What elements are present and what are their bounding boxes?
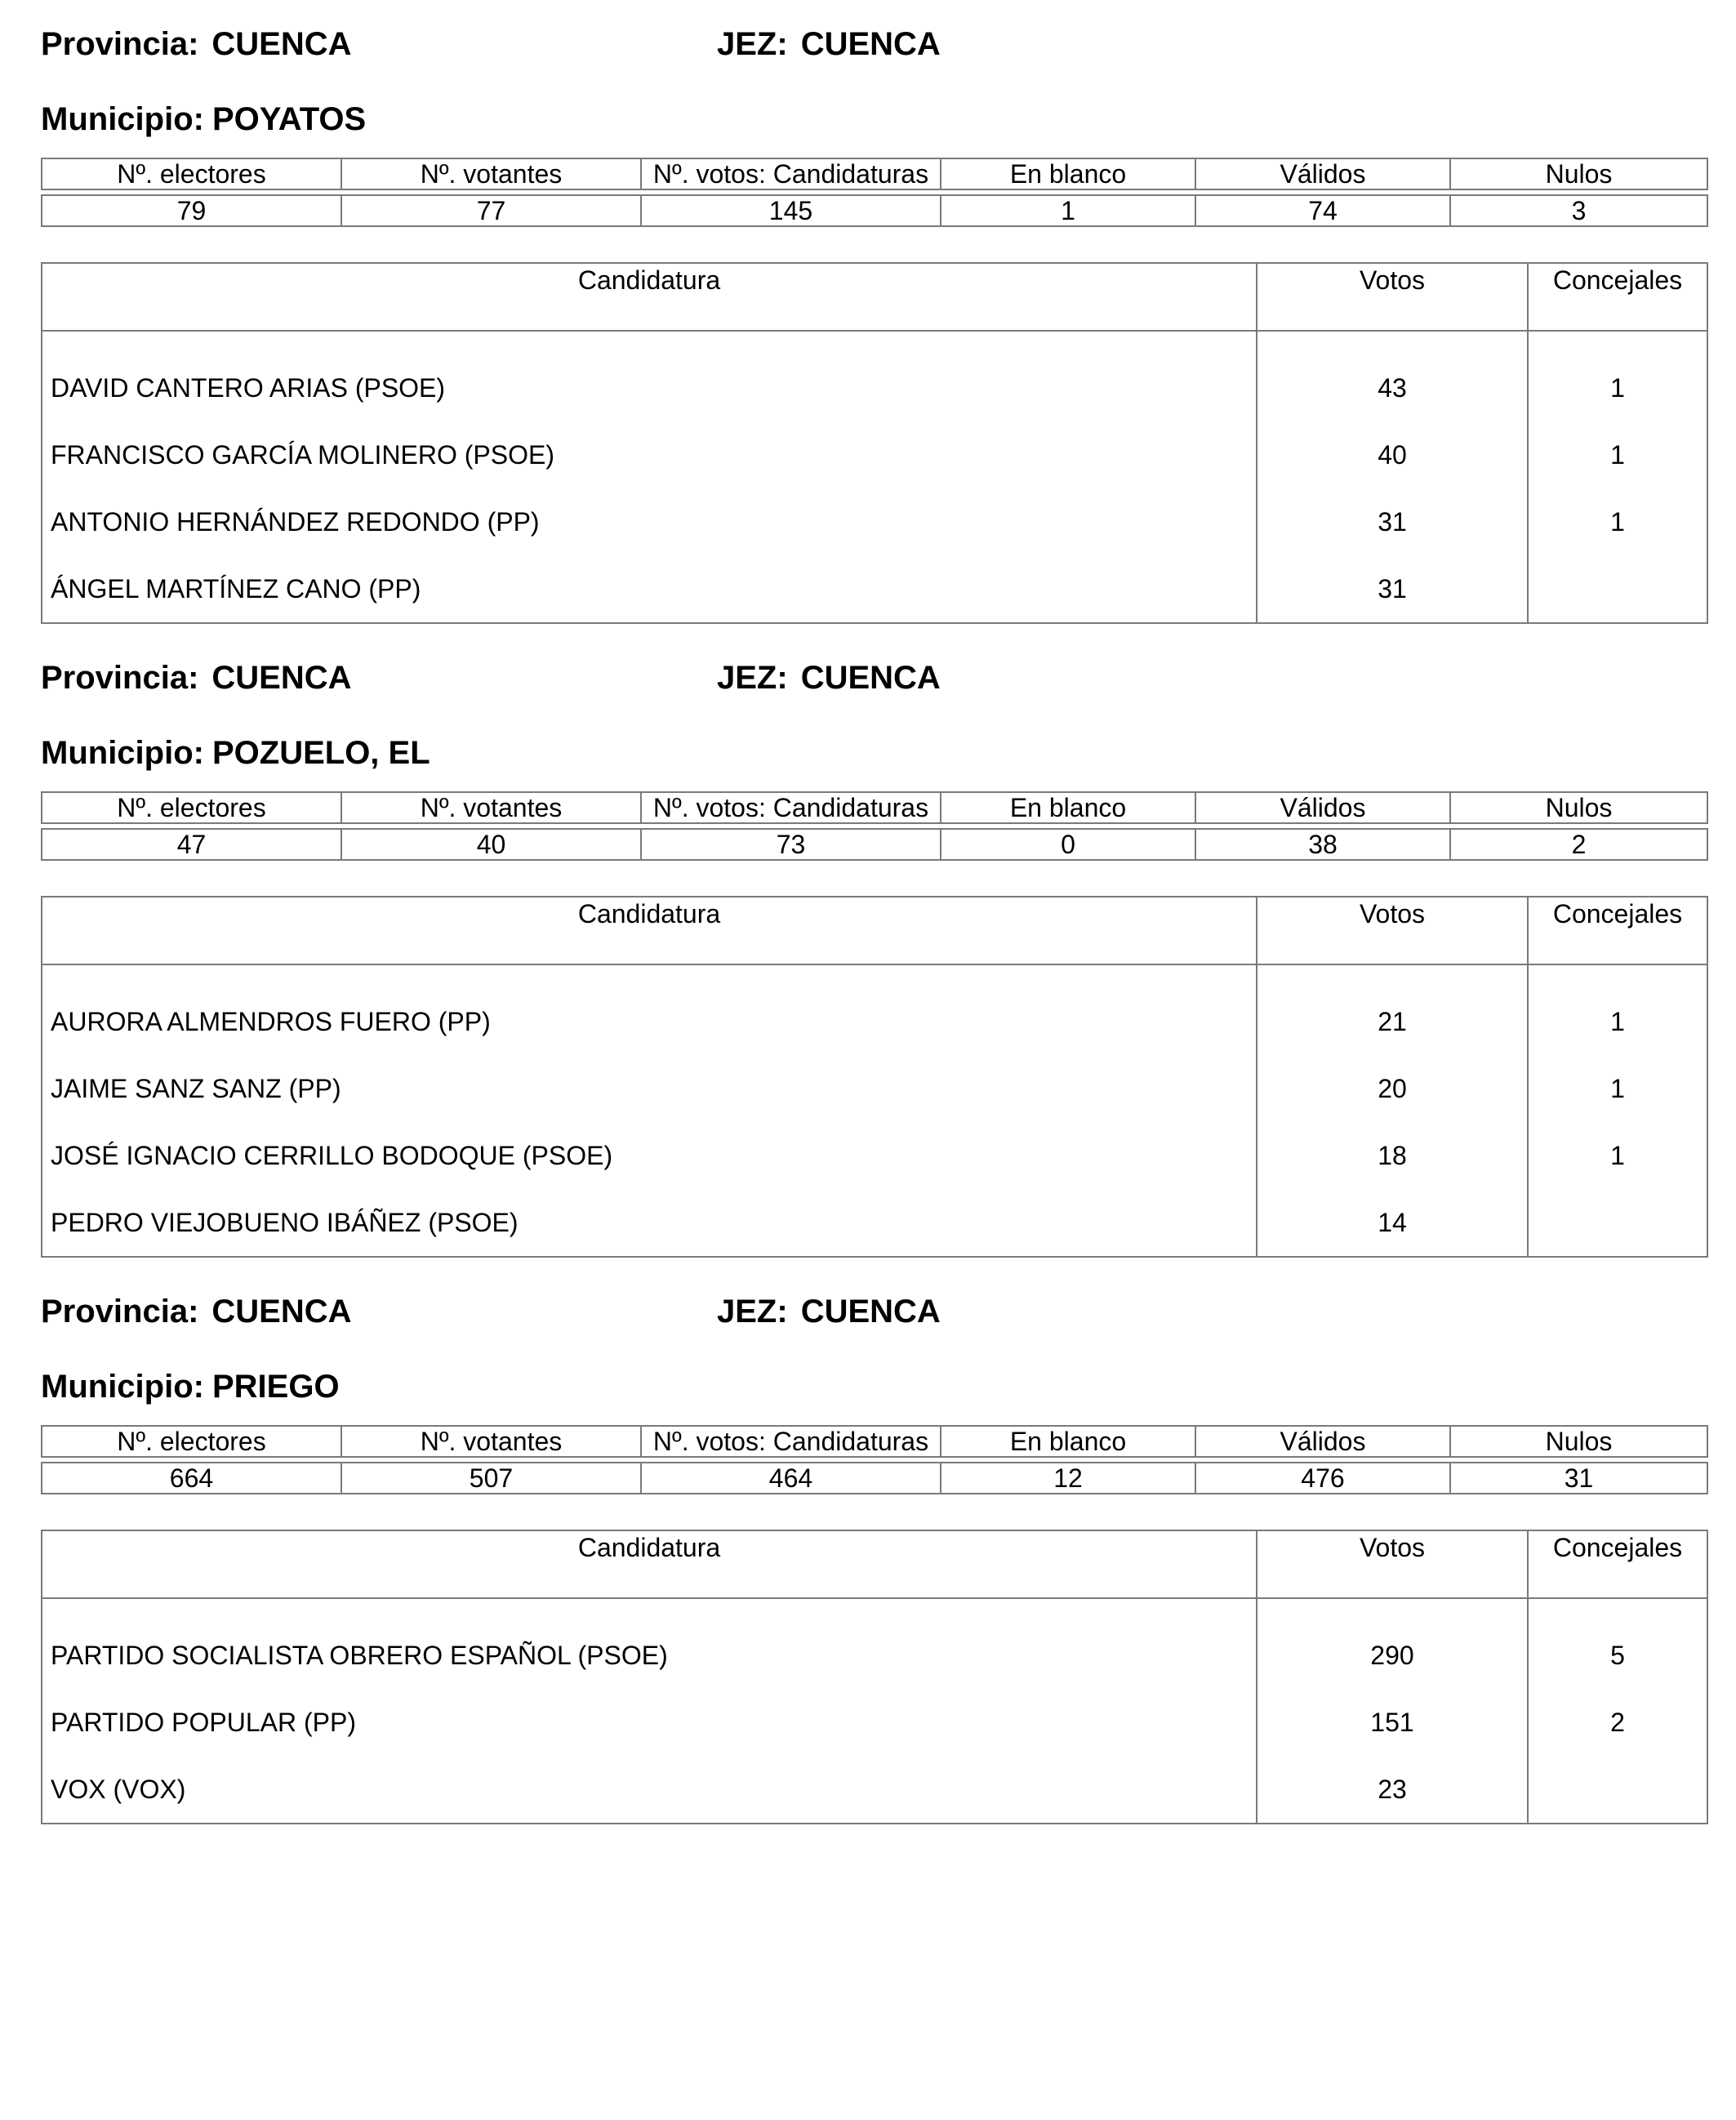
candidate-name: AURORA ALMENDROS FUERO (PP) — [42, 964, 1257, 1055]
stats-value-nulos: 2 — [1450, 829, 1707, 860]
candidates-header-row — [42, 897, 1707, 964]
stats-value-votantes: 40 — [341, 829, 641, 860]
stats-value-nulos: 31 — [1450, 1463, 1707, 1494]
candidate-seats: 1 — [1528, 331, 1707, 421]
stats-header-validos: Válidos — [1195, 1426, 1450, 1457]
candidatura-header: Candidatura — [42, 263, 1257, 331]
candidate-seats: 5 — [1528, 1598, 1707, 1689]
stats-header-votos-candidaturas: Nº. votos: Candidaturas — [641, 158, 941, 189]
stats-header-en-blanco: En blanco — [941, 158, 1195, 189]
candidate-seats — [1528, 555, 1707, 623]
table-row — [42, 331, 1707, 421]
candidates-header-row — [42, 1530, 1707, 1598]
table-row — [42, 1055, 1707, 1122]
stats-header-row — [42, 158, 1707, 189]
stats-table — [41, 158, 1708, 227]
provincia-value: CUENCA — [211, 660, 352, 696]
stats-value-en-blanco: 0 — [941, 829, 1195, 860]
candidates-table — [41, 262, 1708, 624]
candidates-table — [41, 896, 1708, 1258]
candidatura-header: Candidatura — [42, 897, 1257, 964]
jez-line — [717, 24, 941, 64]
stats-value-electores: 664 — [42, 1463, 341, 1494]
stats-value-electores: 79 — [42, 195, 341, 226]
table-row — [42, 1122, 1707, 1189]
stats-header-votantes: Nº. votantes — [341, 1426, 641, 1457]
stats-values-row — [42, 829, 1707, 860]
jez-line — [717, 1292, 941, 1331]
table-row — [42, 488, 1707, 555]
provincia-value: CUENCA — [211, 26, 352, 62]
stats-value-en-blanco: 1 — [941, 195, 1195, 226]
jez-value: CUENCA — [800, 26, 941, 62]
stats-header-en-blanco: En blanco — [941, 792, 1195, 823]
table-row — [42, 1689, 1707, 1756]
candidate-votes: 18 — [1257, 1122, 1528, 1189]
candidate-seats: 1 — [1528, 964, 1707, 1055]
votos-header: Votos — [1257, 897, 1528, 964]
stats-header-votantes: Nº. votantes — [341, 792, 641, 823]
stats-value-votantes: 77 — [341, 195, 641, 226]
jez-label: JEZ: — [717, 1294, 788, 1329]
concejales-header: Concejales — [1528, 263, 1707, 331]
stats-header-en-blanco: En blanco — [941, 1426, 1195, 1457]
municipio-line — [41, 100, 366, 139]
candidate-votes: 43 — [1257, 331, 1528, 421]
candidate-votes: 23 — [1257, 1756, 1528, 1824]
candidate-name: ANTONIO HERNÁNDEZ REDONDO (PP) — [42, 488, 1257, 555]
candidate-name: JOSÉ IGNACIO CERRILLO BODOQUE (PSOE) — [42, 1122, 1257, 1189]
stats-value-en-blanco: 12 — [941, 1463, 1195, 1494]
jez-value: CUENCA — [800, 1294, 941, 1329]
stats-value-votos-candidaturas: 73 — [641, 829, 941, 860]
candidate-votes: 31 — [1257, 555, 1528, 623]
candidate-seats: 2 — [1528, 1689, 1707, 1756]
concejales-header: Concejales — [1528, 897, 1707, 964]
municipio-value: PRIEGO — [211, 1369, 340, 1405]
provincia-label: Provincia: — [41, 1294, 199, 1329]
stats-value-validos: 74 — [1195, 195, 1450, 226]
stats-header-electores: Nº. electores — [42, 158, 341, 189]
votos-header: Votos — [1257, 1530, 1528, 1598]
stats-header-nulos: Nulos — [1450, 792, 1707, 823]
candidate-name: FRANCISCO GARCÍA MOLINERO (PSOE) — [42, 421, 1257, 488]
candidate-name: VOX (VOX) — [42, 1756, 1257, 1824]
stats-header-votantes: Nº. votantes — [341, 158, 641, 189]
candidate-seats — [1528, 1189, 1707, 1257]
stats-value-validos: 38 — [1195, 829, 1450, 860]
municipio-value: POZUELO, EL — [211, 735, 430, 771]
municipio-value: POYATOS — [211, 101, 367, 137]
jez-label: JEZ: — [717, 26, 788, 62]
candidate-name: JAIME SANZ SANZ (PP) — [42, 1055, 1257, 1122]
municipio-label: Municipio: — [41, 101, 204, 137]
stats-value-electores: 47 — [42, 829, 341, 860]
jez-label: JEZ: — [717, 660, 788, 696]
candidate-votes: 14 — [1257, 1189, 1528, 1257]
stats-header-nulos: Nulos — [1450, 1426, 1707, 1457]
municipio-line — [41, 1367, 340, 1406]
stats-value-nulos: 3 — [1450, 195, 1707, 226]
concejales-header: Concejales — [1528, 1530, 1707, 1598]
table-row — [42, 964, 1707, 1055]
candidate-seats: 1 — [1528, 1055, 1707, 1122]
municipio-label: Municipio: — [41, 735, 204, 771]
candidate-votes: 20 — [1257, 1055, 1528, 1122]
candidates-table — [41, 1530, 1708, 1824]
table-row — [42, 1189, 1707, 1257]
candidate-votes: 290 — [1257, 1598, 1528, 1689]
provincia-label: Provincia: — [41, 26, 199, 62]
stats-values-row — [42, 195, 1707, 226]
candidate-votes: 40 — [1257, 421, 1528, 488]
candidate-name: PEDRO VIEJOBUENO IBÁÑEZ (PSOE) — [42, 1189, 1257, 1257]
provincia-line — [41, 658, 352, 697]
candidate-name: PARTIDO POPULAR (PP) — [42, 1689, 1257, 1756]
stats-header-row — [42, 792, 1707, 823]
candidate-name: DAVID CANTERO ARIAS (PSOE) — [42, 331, 1257, 421]
provincia-line — [41, 1292, 352, 1331]
municipio-line — [41, 733, 430, 773]
table-row — [42, 1598, 1707, 1689]
candidate-seats: 1 — [1528, 421, 1707, 488]
stats-header-row — [42, 1426, 1707, 1457]
stats-value-votantes: 507 — [341, 1463, 641, 1494]
jez-value: CUENCA — [800, 660, 941, 696]
stats-header-votos-candidaturas: Nº. votos: Candidaturas — [641, 1426, 941, 1457]
provincia-value: CUENCA — [211, 1294, 352, 1329]
stats-table — [41, 791, 1708, 861]
candidate-votes: 151 — [1257, 1689, 1528, 1756]
stats-header-electores: Nº. electores — [42, 1426, 341, 1457]
votos-header: Votos — [1257, 263, 1528, 331]
candidate-votes: 21 — [1257, 964, 1528, 1055]
candidatura-header: Candidatura — [42, 1530, 1257, 1598]
provincia-label: Provincia: — [41, 660, 199, 696]
jez-line — [717, 658, 941, 697]
stats-header-nulos: Nulos — [1450, 158, 1707, 189]
candidate-seats: 1 — [1528, 488, 1707, 555]
stats-header-electores: Nº. electores — [42, 792, 341, 823]
stats-value-votos-candidaturas: 464 — [641, 1463, 941, 1494]
table-row — [42, 1756, 1707, 1824]
candidate-name: PARTIDO SOCIALISTA OBRERO ESPAÑOL (PSOE) — [42, 1598, 1257, 1689]
stats-values-row — [42, 1463, 1707, 1494]
provincia-line — [41, 24, 352, 64]
stats-table — [41, 1425, 1708, 1494]
candidates-header-row — [42, 263, 1707, 331]
table-row — [42, 421, 1707, 488]
candidate-seats: 1 — [1528, 1122, 1707, 1189]
stats-header-validos: Válidos — [1195, 792, 1450, 823]
table-row — [42, 555, 1707, 623]
candidate-votes: 31 — [1257, 488, 1528, 555]
stats-value-validos: 476 — [1195, 1463, 1450, 1494]
stats-value-votos-candidaturas: 145 — [641, 195, 941, 226]
candidate-seats — [1528, 1756, 1707, 1824]
municipio-label: Municipio: — [41, 1369, 204, 1405]
candidate-name: ÁNGEL MARTÍNEZ CANO (PP) — [42, 555, 1257, 623]
stats-header-votos-candidaturas: Nº. votos: Candidaturas — [641, 792, 941, 823]
stats-header-validos: Válidos — [1195, 158, 1450, 189]
